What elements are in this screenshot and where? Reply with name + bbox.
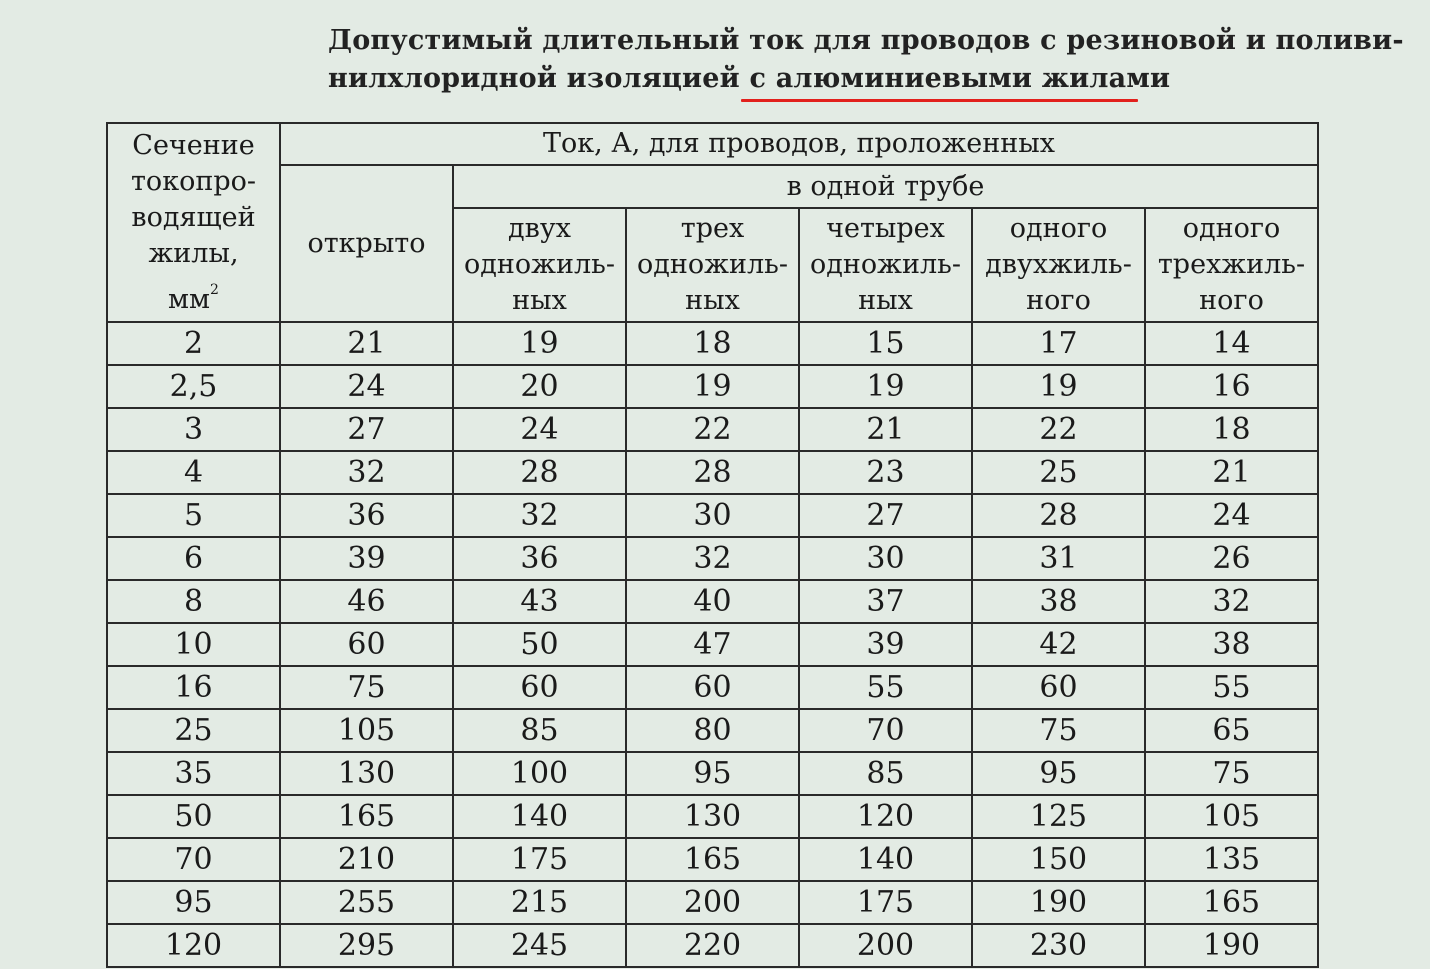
table-row [107,666,1318,709]
header-section-label: Сечение токопро- водящей жилы, [131,129,256,269]
section-cell: 10 [107,623,280,666]
current-cell: 100 [453,752,626,795]
current-cell: 37 [799,580,972,623]
current-cell: 19 [972,365,1145,408]
current-cell: 135 [1145,838,1318,881]
title-line-2 [328,60,1338,98]
current-cell: 120 [799,795,972,838]
current-cell: 210 [280,838,453,881]
current-cell: 19 [799,365,972,408]
current-cell: 14 [1145,322,1318,365]
current-cell: 32 [1145,580,1318,623]
current-cell: 38 [1145,623,1318,666]
current-cell: 40 [626,580,799,623]
current-table [106,122,1319,968]
table-row [107,623,1318,666]
header-in-pipe: в одной трубе [453,165,1318,208]
section-cell: 25 [107,709,280,752]
section-cell: 2 [107,322,280,365]
header-section-unit: мм [168,283,211,315]
current-cell: 75 [280,666,453,709]
title-highlight: алюминиевыми жилами [775,63,1171,94]
current-cell: 130 [280,752,453,795]
current-cell: 26 [1145,537,1318,580]
table-row [107,795,1318,838]
current-cell: 255 [280,881,453,924]
current-cell: 60 [280,623,453,666]
table-row [107,838,1318,881]
header-col-line: ного [1026,285,1091,316]
header-open: открыто [280,165,453,322]
section-cell: 3 [107,408,280,451]
current-cell: 47 [626,623,799,666]
table-row [107,537,1318,580]
current-cell: 30 [626,494,799,537]
current-cell: 245 [453,924,626,967]
current-cell: 43 [453,580,626,623]
current-cell: 175 [799,881,972,924]
current-cell: 60 [626,666,799,709]
header-col-line: двух [508,213,571,244]
current-cell: 32 [280,451,453,494]
table-title [328,22,1404,98]
header-col-line: четырех [826,213,945,244]
current-cell: 75 [1145,752,1318,795]
current-cell: 19 [626,365,799,408]
current-cell: 85 [799,752,972,795]
current-cell: 15 [799,322,972,365]
header-col-line: трех [680,213,745,244]
header-col-line: двухжиль- [985,249,1132,280]
current-cell: 17 [972,322,1145,365]
current-cell: 39 [799,623,972,666]
current-cell: 38 [972,580,1145,623]
current-cell: 190 [1145,924,1318,967]
current-cell: 140 [453,795,626,838]
current-cell: 70 [799,709,972,752]
header-section-text [124,128,264,318]
current-cell: 105 [1145,795,1318,838]
current-cell: 60 [453,666,626,709]
header-col-4 [972,208,1145,322]
current-cell: 230 [972,924,1145,967]
current-cell: 18 [626,322,799,365]
section-cell: 5 [107,494,280,537]
current-cell: 85 [453,709,626,752]
current-cell: 27 [799,494,972,537]
current-cell: 50 [453,623,626,666]
current-cell: 24 [280,365,453,408]
section-cell: 16 [107,666,280,709]
section-cell: 6 [107,537,280,580]
current-cell: 140 [799,838,972,881]
current-cell: 22 [626,408,799,451]
current-cell: 165 [280,795,453,838]
current-cell: 24 [453,408,626,451]
current-cell: 21 [1145,451,1318,494]
current-cell: 21 [280,322,453,365]
section-cell: 8 [107,580,280,623]
current-cell: 30 [799,537,972,580]
table-row [107,451,1318,494]
table-row [107,709,1318,752]
current-cell: 220 [626,924,799,967]
current-cell: 60 [972,666,1145,709]
header-section [107,123,280,322]
current-cell: 31 [972,537,1145,580]
current-cell: 24 [1145,494,1318,537]
header-col-line: ного [1199,285,1264,316]
header-col-3 [799,208,972,322]
table-row [107,752,1318,795]
current-cell: 36 [453,537,626,580]
current-cell: 28 [453,451,626,494]
current-cell: 19 [453,322,626,365]
current-cell: 175 [453,838,626,881]
section-cell: 35 [107,752,280,795]
current-cell: 95 [626,752,799,795]
header-section-unit-sup: 2 [210,281,219,298]
section-cell: 4 [107,451,280,494]
title-line-2-start: нилхлоридной изоляцией с [328,63,776,94]
current-cell: 55 [1145,666,1318,709]
current-cell: 150 [972,838,1145,881]
section-cell: 2,5 [107,365,280,408]
current-cell: 65 [1145,709,1318,752]
table-row [107,494,1318,537]
section-cell: 70 [107,838,280,881]
section-cell: 50 [107,795,280,838]
red-underline-mark [741,99,1138,102]
header-current-group: Ток, А, для проводов, проложенных [280,123,1318,165]
current-cell: 295 [280,924,453,967]
current-cell: 20 [453,365,626,408]
table-row [107,322,1318,365]
current-cell: 46 [280,580,453,623]
current-cell: 25 [972,451,1145,494]
header-col-1 [453,208,626,322]
current-cell: 165 [1145,881,1318,924]
current-cell: 95 [972,752,1145,795]
title-line-1: Допустимый длительный ток для проводов с резиновой и поливи- [328,25,1404,56]
current-cell: 190 [972,881,1145,924]
table-row [107,365,1318,408]
current-cell: 215 [453,881,626,924]
current-cell: 36 [280,494,453,537]
current-cell: 125 [972,795,1145,838]
current-cell: 165 [626,838,799,881]
current-cell: 39 [280,537,453,580]
header-col-line: одного [1182,213,1281,244]
table-row [107,408,1318,451]
current-cell: 42 [972,623,1145,666]
header-col-5 [1145,208,1318,322]
current-cell: 200 [626,881,799,924]
header-col-2 [626,208,799,322]
current-cell: 200 [799,924,972,967]
header-col-line: одного [1009,213,1108,244]
current-cell: 75 [972,709,1145,752]
current-cell: 130 [626,795,799,838]
current-cell: 22 [972,408,1145,451]
current-cell: 32 [626,537,799,580]
section-cell: 120 [107,924,280,967]
current-cell: 23 [799,451,972,494]
header-col-line: одножиль- [637,249,788,280]
current-cell: 18 [1145,408,1318,451]
current-cell: 32 [453,494,626,537]
current-cell: 55 [799,666,972,709]
header-col-line: ных [512,285,567,316]
table-row [107,881,1318,924]
header-col-line: одножиль- [810,249,961,280]
current-cell: 105 [280,709,453,752]
header-col-line: ных [858,285,913,316]
table-row [107,580,1318,623]
current-cell: 80 [626,709,799,752]
current-cell: 28 [972,494,1145,537]
current-cell: 21 [799,408,972,451]
header-col-line: ных [685,285,740,316]
current-cell: 28 [626,451,799,494]
section-cell: 95 [107,881,280,924]
header-col-line: трехжиль- [1157,249,1306,280]
table-row [107,924,1318,967]
current-cell: 16 [1145,365,1318,408]
header-col-line: одножиль- [464,249,615,280]
current-cell: 27 [280,408,453,451]
